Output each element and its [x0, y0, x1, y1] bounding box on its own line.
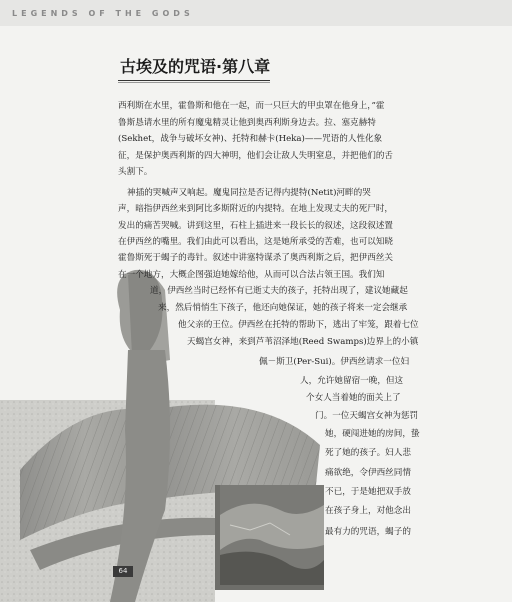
body-line: 在孩子身上，对他念出 [325, 506, 411, 516]
body-line: 头割下。 [118, 167, 153, 177]
title-underline-secondary [118, 82, 270, 83]
body-line: 鲁斯恳请水里的所有魔鬼精灵让他到奥西利斯身边去。拉、塞克赫特 [118, 118, 376, 128]
body-line: 最有力的咒语，蝎子的 [325, 527, 411, 537]
body-line: 道，伊西丝当时已经怀有已逝丈夫的孩子，托特出现了，建议她藏起 [150, 286, 408, 296]
body-line: 人，允许她留宿一晚，但这 [300, 376, 404, 386]
body-line: 神插的哭喊声又响起。魔鬼同拉是否记得内提特(Netit)河畔的哭 [127, 188, 371, 198]
body-line: 发出的痛苦哭喊。讲到这里，石柱上插进来一段长长的叙述，这段叙述置 [118, 221, 394, 231]
body-line: 西利斯在水里，霍鲁斯和他在一起，而一只巨大的甲虫罩在他身上，”霍 [118, 101, 385, 111]
page-number: 64 [113, 566, 133, 577]
body-line: 征，是保护奥西利斯的四大神明，他们会让敌人失明窒息，并把他们的舌 [118, 151, 394, 161]
rock-landscape-photo [220, 485, 324, 585]
body-line: 门。一位天蝎宫女神为惩罚 [315, 411, 419, 421]
body-line: 痛欲绝，令伊西丝同情 [325, 468, 411, 478]
title-underline [118, 80, 270, 81]
body-line: 霍鲁斯死于蝎子的毒针。叙述中讲塞特谋杀了奥西利斯之后，把伊西丝关 [118, 253, 394, 263]
body-line: 声，暗指伊西丝来到阿比多斯附近的内提特。在地上发现丈夫的死尸时， [118, 204, 394, 214]
body-line: 在伊西丝的嘴里。我们由此可以看出，这是她所承受的苦难，也可以知晓 [118, 237, 394, 247]
body-line: 个女人当着她的面关上了 [306, 393, 401, 403]
body-line: (Sekhet，战争与破坏女神)、托特和赫卡(Heka)——咒语的人性化象 [118, 134, 383, 144]
body-line: 他父亲的王位。伊西丝在托特的帮助下，逃出了牢笼，跟着七位 [178, 320, 419, 330]
body-line: 天蝎宫女神，来到芦苇沼泽地(Reed Swamps)边界上的小镇 [187, 337, 419, 347]
body-line: 在一个地方，大概企图强迫她嫁给他，从而可以合法占领王国。我们知 [118, 270, 385, 280]
chapter-title: 古埃及的咒语·第八章 [120, 57, 271, 76]
body-line: 不已，于是她把双手放 [325, 487, 411, 497]
running-header: LEGENDS OF THE GODS [12, 9, 194, 18]
body-line: 佩－斯卫(Per-Sui)。伊西丝请求一位妇 [259, 357, 410, 367]
body-line: 她，硬闯进她的房间，蛰 [325, 429, 420, 439]
body-line: 来，然后悄悄生下孩子，他还向她保证，她的孩子将来一定会继承 [158, 303, 408, 313]
body-line: 死了她的孩子。妇人悲 [325, 448, 411, 458]
